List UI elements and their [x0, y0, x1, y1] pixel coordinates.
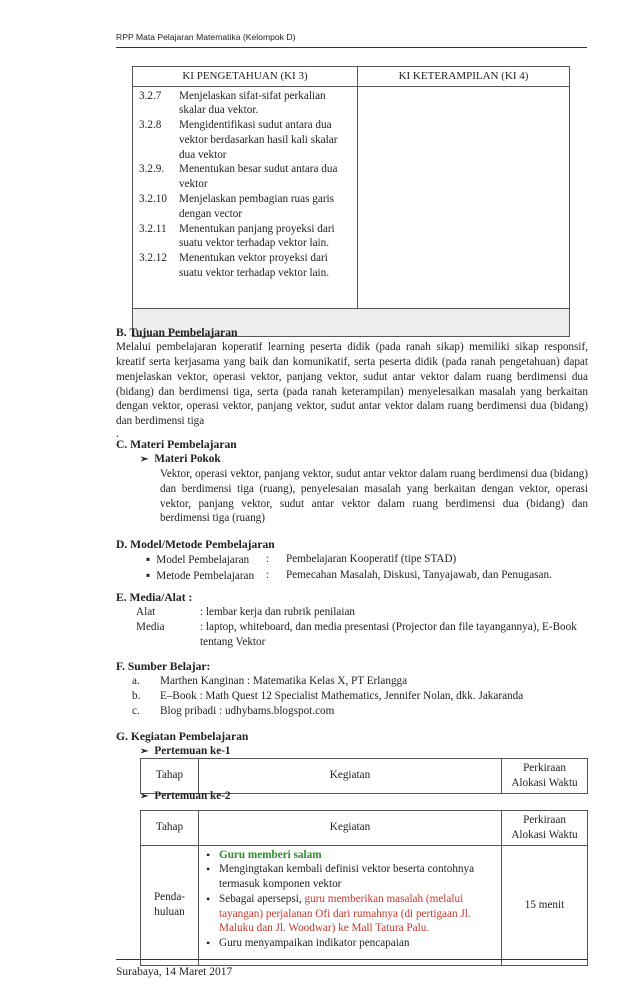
section-kegiatan [116, 729, 588, 759]
ki-item: 3.2.8 Mengidentifikasi sudut antara dua vektor berdasarkan hasil kali skalar dua vektor [139, 119, 338, 161]
ki-keterampilan-cell [358, 86, 570, 308]
ki-item: 3.2.12 Menentukan vektor proyeksi dari suatu vektor terhadap vektor lain. [139, 252, 330, 279]
section-b-dot: . [116, 427, 119, 440]
metode-row: ▪ Metode Pembelajaran : Pemecahan Masalah, Diskusi, Tanyajawab, dan Penugasan. [146, 568, 588, 584]
sumber-item: a. Marthen Kanginan : Matematika Kelas X, PT Erlangga [132, 675, 408, 688]
ki-pengetahuan-list [133, 86, 358, 308]
phase-pendahuluan: Penda-huluan [141, 845, 199, 965]
footer-divider [116, 959, 587, 960]
section-b-heading: B. Tujuan Pembelajaran [116, 326, 238, 339]
col-kegiatan: Kegiatan [199, 759, 502, 794]
pertemuan-1-label: ➢ Pertemuan ke-1 [116, 744, 588, 759]
footer-text: Surabaya, 14 Maret 2017 [116, 966, 233, 978]
section-sumber [116, 659, 588, 719]
section-materi [116, 437, 588, 526]
section-f-heading: F. Sumber Belajar: [116, 660, 211, 673]
section-b-text: Melalui pembelajaran koperatif learning peserta didik (pada ranah sikap) memiliki sikap responsif, kreatif serta kerjasama yang baik dan komunikatif, serta peserta didik (pada ranah pengetahuan) dapat menjelaskan vektor, operasi vektor, panjang vektor, sudut antar vektor dalam ruang berdimensi dua (bidang) dan berdimensi tiga, serta (pada ranah keterampilan) menyelesaikan masalah yang berkaitan dengan vektor, operasi vektor, panjang vektor, sudut antar vektor dalam ruang berdimensi dua (bidang) dan berdimensi tiga [116, 341, 588, 428]
col-alokasi: Perkiraan Alokasi Waktu [502, 759, 588, 794]
col-alokasi: Perkiraan Alokasi Waktu [502, 811, 588, 846]
sumber-item: b. E–Book : Math Quest 12 Specialist Mathematics, Jennifer Nolan, dkk. Jakaranda [132, 690, 524, 703]
section-media [116, 590, 588, 650]
ki-col-pengetahuan: KI PENGETAHUAN (KI 3) [133, 67, 358, 87]
model-row: ▪ Model Pembelajaran : Pembelajaran Kooperatif (tipe STAD) [146, 552, 588, 568]
alat-row: Alat : lembar kerja dan rubrik penilaian [136, 606, 356, 619]
table-pertemuan-2 [140, 810, 588, 966]
ki-item: 3.2.9. Menentukan besar sudut antara dua vektor [139, 163, 338, 191]
col-tahap: Tahap [141, 811, 199, 846]
section-d-heading: D. Model/Metode Pembelajaran [116, 538, 275, 551]
materi-pokok-label: ➢ Materi Pokok [140, 452, 588, 467]
ki-col-keterampilan: KI KETERAMPILAN (KI 4) [358, 67, 570, 87]
kegiatan-cell [199, 845, 502, 965]
section-c-heading: C. Materi Pembelajaran [116, 438, 237, 451]
ki-item: 3.2.7 Menjelaskan sifat-sifat perkalian skalar dua vektor. [139, 89, 326, 117]
section-model [116, 537, 588, 584]
alokasi-waktu: 15 menit [502, 845, 588, 965]
ki-table [132, 66, 570, 337]
kegiatan-item: • Guru menyampaikan indikator pencapaian [203, 936, 497, 951]
col-tahap: Tahap [141, 759, 199, 794]
kegiatan-item: • Mengingtakan kembali definisi vektor beserta contohnya termasuk komponen vektor [203, 862, 497, 892]
ki-item: 3.2.10 Menjelaskan pembagian ruas garis dengan vector [139, 192, 335, 220]
sumber-item: c. Blog pribadi : udhybams.blogspot.com [132, 704, 335, 717]
page-header: RPP Mata Pelajaran Matematika (Kelompok D) [116, 32, 296, 42]
ki-item: 3.2.11 Menentukan panjang proyeksi dari suatu vektor terhadap vektor lain. [139, 222, 335, 250]
header-divider [116, 47, 587, 48]
kegiatan-item: • Guru memberi salam [203, 848, 497, 863]
section-tujuan [116, 325, 588, 440]
pertemuan-2-label: ➢ Pertemuan ke-2 [140, 789, 231, 804]
materi-pokok-text: Vektor, operasi vektor, panjang vektor, sudut antar vektor dalam ruang berdimensi dua (bidang) dan berdimensi tiga (ruang), penyelesaian masalah yang berkaitan dengan vektor, operasi vektor, panjang vektor, sudut antar vektor dalam ruang berdimensi dua (bidang) dan berdimensi tiga (ruang) [160, 468, 588, 525]
section-g-heading: G. Kegiatan Pembelajaran [116, 730, 249, 743]
section-e-heading: E. Media/Alat : [116, 591, 193, 604]
col-kegiatan: Kegiatan [199, 811, 502, 846]
kegiatan-item: • Sebagai apersepsi, guru memberikan masalah (melalui tayangan) perjalanan Ofi dari rumahnya (di pertigaan Jl. Maluku dan Jl. Woodwar) ke Mall Tatura Palu. [203, 892, 497, 936]
media-row: Media : laptop, whiteboard, dan media presentasi (Projector dan file tayangannya), E-Book tentang Vektor [136, 621, 577, 648]
